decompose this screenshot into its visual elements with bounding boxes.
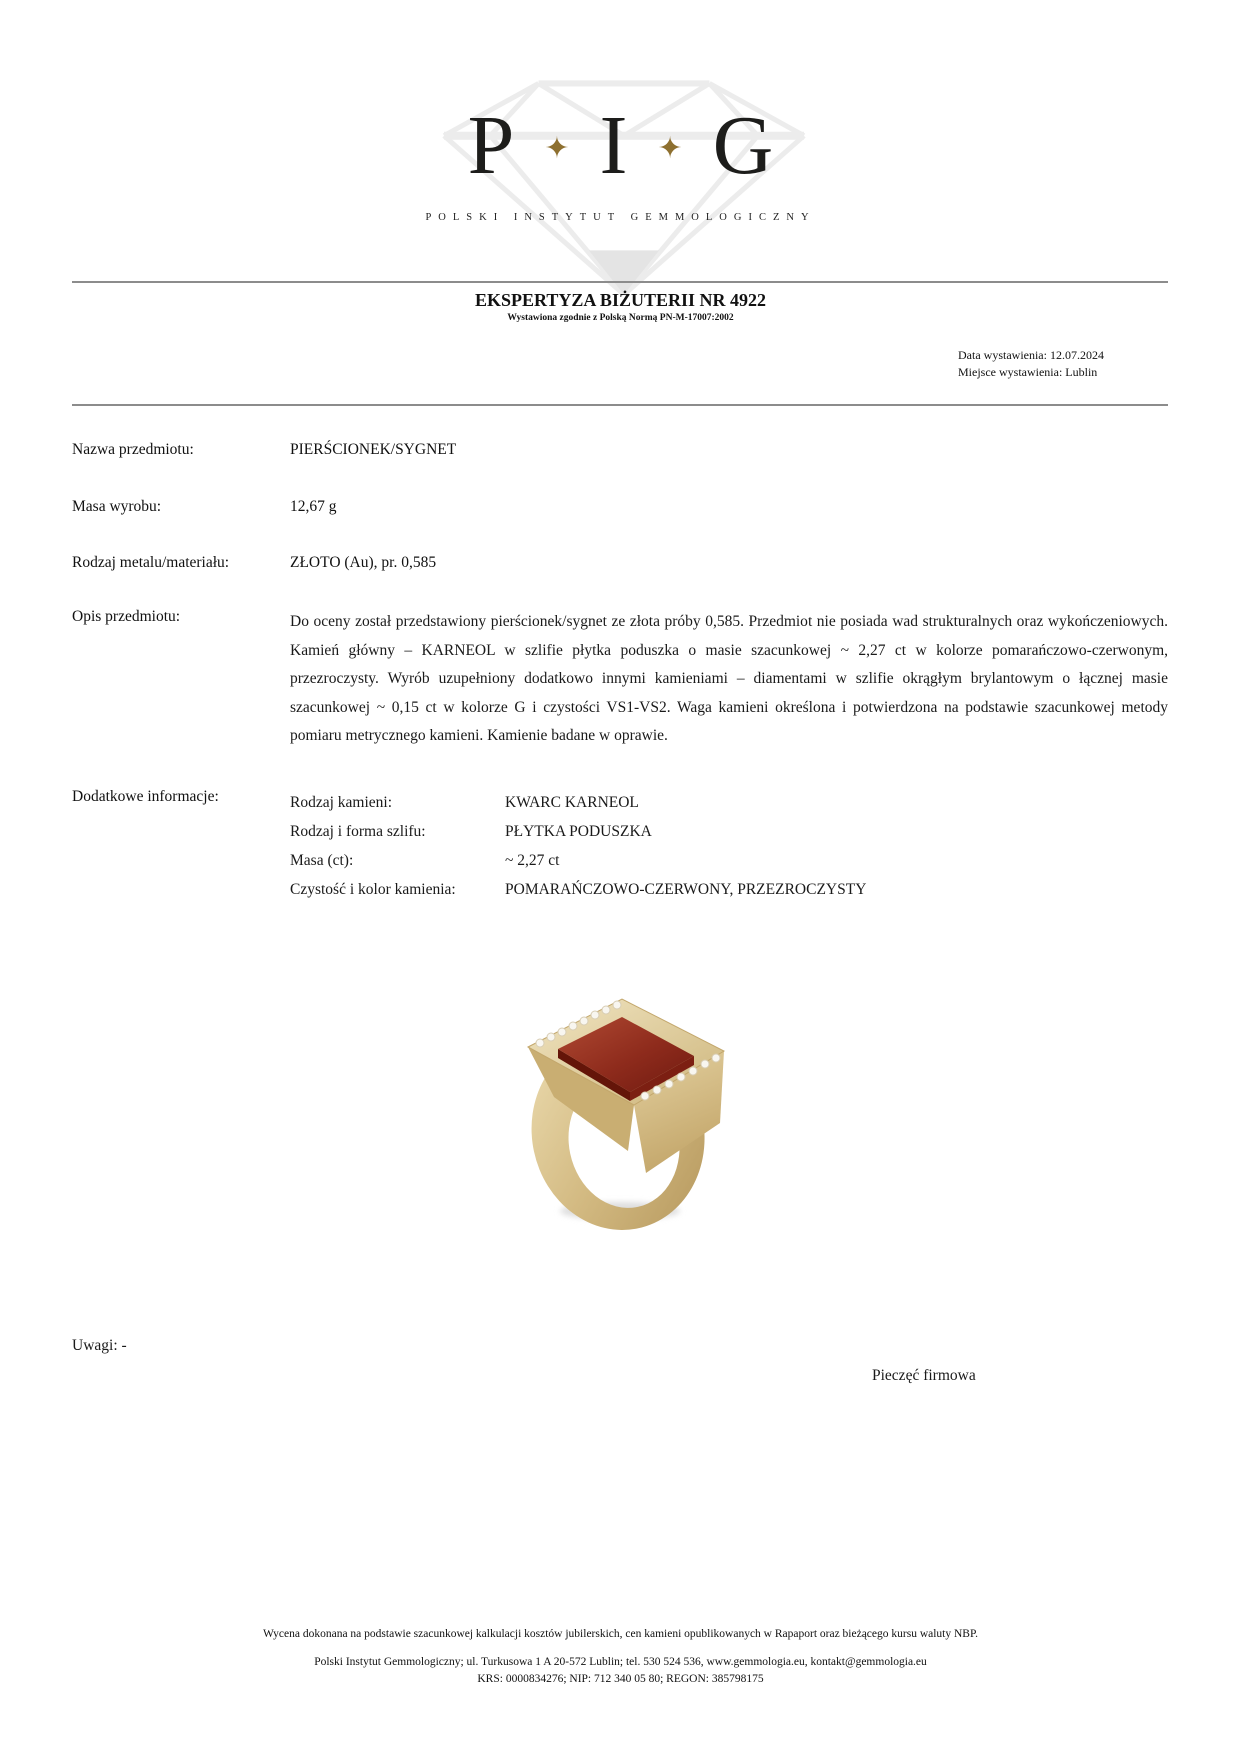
footer-contact: Polski Instytut Gemmologiczny; ul. Turkusowa 1 A 20-572 Lublin; tel. 530 524 536, www.gemmologia.eu, kontakt@gemmologia.eu (314, 1656, 927, 1668)
sub-label: Rodzaj kamieni: (290, 794, 393, 811)
sub-label: Czystość i kolor kamienia: (290, 881, 456, 898)
footer-registry-numbers: KRS: 0000834276; NIP: 712 340 05 80; REGON: 385798175 (477, 1673, 764, 1685)
field-item-name (72, 441, 1168, 459)
sub-label: Masa (ct): (290, 852, 354, 869)
remarks-value: - (121, 1337, 127, 1354)
issue-info (958, 347, 1104, 381)
sub-label: Rodzaj i forma szlifu: (290, 823, 426, 840)
field-label: Masa wyrobu: (72, 498, 162, 515)
field-label: Opis przedmiotu: (72, 608, 181, 625)
additional-info-section (72, 788, 1168, 904)
field-value: PIERŚCIONEK/SYGNET (290, 441, 457, 458)
document-subtitle: Wystawiona zgodnie z Polską Normą PN-M-17007:2002 (507, 313, 734, 323)
logo-letter-p: P (467, 99, 515, 192)
remarks-label: Uwagi: (72, 1337, 122, 1354)
sub-value: KWARC KARNEOL (505, 794, 639, 811)
field-label: Rodzaj metalu/materiału: (72, 554, 230, 571)
stamp-label: Pieczęć firmowa (872, 1367, 976, 1384)
field-value: ZŁOTO (Au), pr. 0,585 (290, 554, 437, 571)
field-item-weight (72, 498, 1168, 516)
additional-info-label: Dodatkowe informacje: (72, 788, 219, 805)
logo-letter-g: G (712, 99, 774, 192)
sub-value: ~ 2,27 ct (505, 852, 560, 869)
additional-info-table (290, 788, 1168, 904)
logo-letter-i: I (599, 99, 628, 192)
sub-value: PŁYTKA PODUSZKA (505, 823, 652, 840)
document-title: EKSPERTYZA BIŻUTERII NR 4922 (475, 290, 766, 310)
field-label: Nazwa przedmiotu: (72, 441, 194, 458)
pig-logo (0, 99, 1241, 192)
description-paragraph: Do oceny został przedstawiony pierścionek/sygnet ze złota próby 0,585. Przedmiot nie posiada wad strukturalnych oraz wykończeniowych. Kamień główny – KARNEOL w szlifie płytka poduszka o masie szacunkowej ~ 2,27 ct w kolorze pomarańczowo-czerwonym, przezroczysty. Wyrób uzupełniony dodatkowo innymi kamieniami – diamentami w szlifie okrągłym brylantowym o łącznej masie szacunkowej ~ 0,15 ct w kolorze G i czystości VS1-VS2. Waga kamieni określona i potwierdzona na podstawie szacunkowej metody pomiaru metrycznego kamieni. Kamienie badane w oprawie. (290, 613, 1168, 745)
field-value: 12,67 g (290, 498, 337, 515)
ring-photo (470, 945, 770, 1235)
gold-star-icon: ✦ (657, 131, 683, 165)
logo-subtitle: POLSKI INSTYTUT GEMMOLOGICZNY (425, 212, 816, 223)
gold-star-icon: ✦ (544, 131, 570, 165)
sub-value: POMARAŃCZOWO-CZERWONY, PRZEZROCZYSTY (505, 881, 867, 898)
divider-header (72, 404, 1168, 406)
field-description (72, 608, 1168, 751)
divider-top (72, 281, 1168, 283)
issue-place: Miejsce wystawienia: Lublin (958, 365, 1098, 379)
footer-valuation-note: Wycena dokonana na podstawie szacunkowej kalkulacji kosztów jubilerskich, cen kamieni opublikowanych w Rapaport oraz bieżącego kursu waluty NBP. (263, 1628, 978, 1640)
remarks-row (72, 1337, 127, 1355)
field-metal-type (72, 554, 1168, 572)
issue-date: Data wystawienia: 12.07.2024 (958, 348, 1104, 362)
